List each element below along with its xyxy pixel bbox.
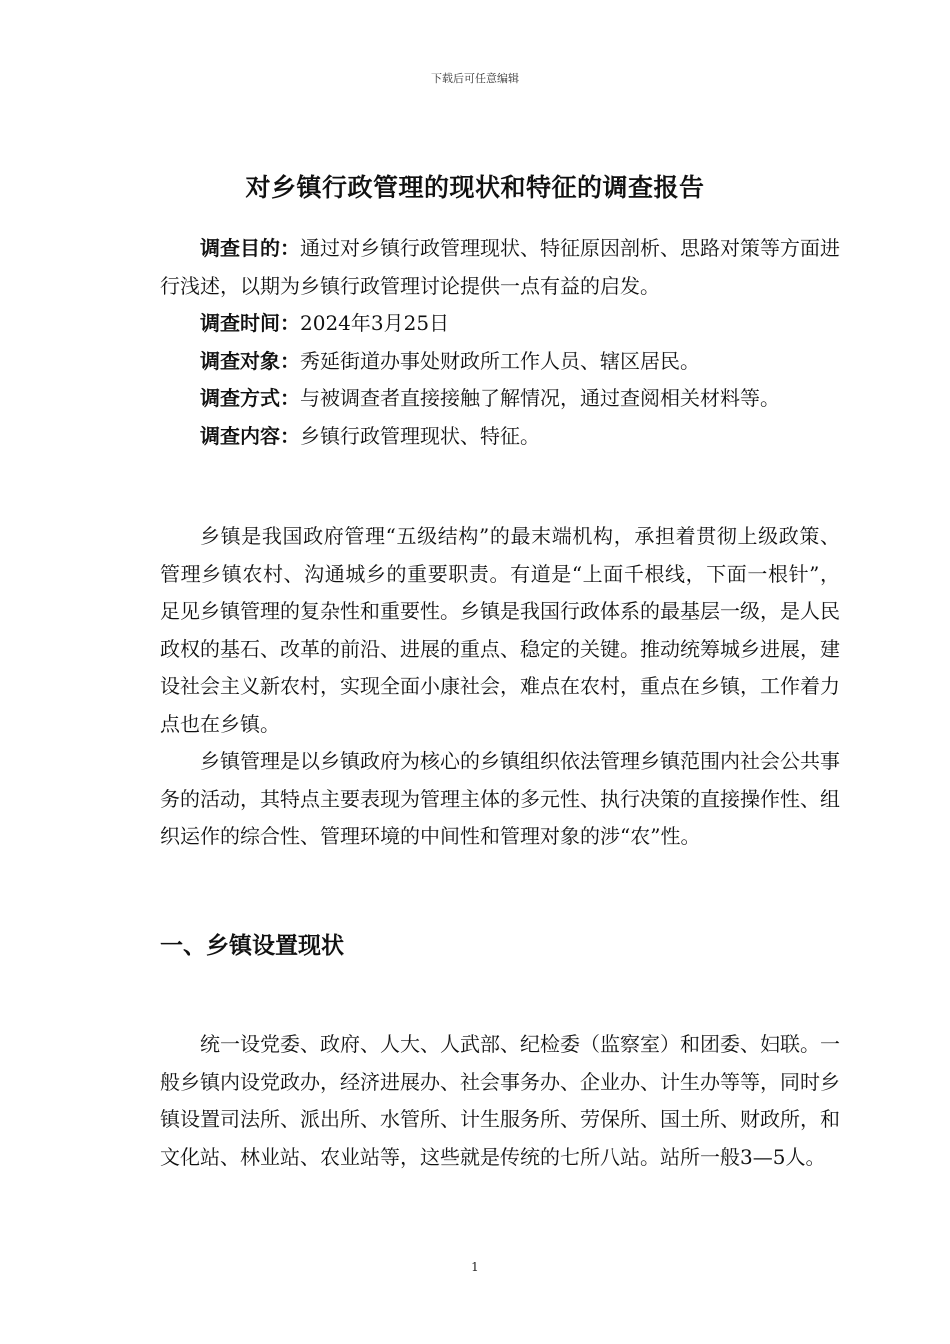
meta-time: [160, 305, 840, 343]
survey-meta: [160, 230, 840, 455]
section-1-body: [160, 1026, 840, 1176]
meta-purpose: [160, 230, 840, 305]
meta-content-value: 乡镇行政管理现状、特征。: [300, 423, 540, 448]
meta-purpose-value: 通过对乡镇行政管理现状、特征原因剖析、思路对策等方面进行浅述，以期为乡镇行政管理讨论提供一点有益的启发。: [160, 236, 840, 298]
meta-subjects: [160, 343, 840, 381]
meta-method-key: 调查方式：: [200, 386, 300, 410]
intro-paragraph-1: 乡镇是我国政府管理“五级结构”的最末端机构，承担着贯彻上级政策、管理乡镇农村、沟通城乡的重要职责。有道是“上面千根线，下面一根针”，足见乡镇管理的复杂性和重要性。乡镇是我国行政体系的最基层一级，是人民政权的基石、改革的前沿、进展的重点、稳定的关键。推动统筹城乡进展，建设社会主义新农村，实现全面小康社会，难点在农村，重点在乡镇，工作着力点也在乡镇。: [160, 524, 840, 736]
meta-method-value: 与被调查者直接接触了解情况，通过查阅相关材料等。: [300, 386, 780, 410]
meta-time-key: 调查时间：: [200, 311, 300, 335]
intro-section: [160, 518, 840, 856]
page-header-note: 下载后可任意编辑: [431, 72, 519, 85]
meta-purpose-key: 调查目的：: [200, 236, 300, 260]
meta-method: [160, 380, 840, 418]
intro-paragraph-2: 乡镇管理是以乡镇政府为核心的乡镇组织依法管理乡镇范围内社会公共事务的活动，其特点主要表现为管理主体的多元性、执行决策的直接操作性、组织运作的综合性、管理环境的中间性和管理对象的涉“农”性。: [160, 749, 840, 848]
section-1-paragraph-1: 统一设党委、政府、人大、人武部、纪检委（监察室）和团委、妇联。一般乡镇内设党政办，经济进展办、社会事务办、企业办、计生办等等，同时乡镇设置司法所、派出所、水管所、计生服务所、劳保所、国土所、财政所，和文化站、林业站、农业站等，这些就是传统的七所八站。站所一般3—5人。: [160, 1032, 840, 1169]
meta-content: [160, 418, 840, 456]
section-heading-1: 一、乡镇设置现状: [160, 933, 344, 959]
meta-subjects-value: 秀延街道办事处财政所工作人员、辖区居民。: [300, 348, 700, 373]
meta-subjects-key: 调查对象：: [200, 348, 300, 373]
document-title: 对乡镇行政管理的现状和特征的调查报告: [245, 173, 705, 202]
meta-content-key: 调查内容：: [200, 423, 300, 448]
meta-time-value: 2024年3月25日: [300, 311, 450, 335]
page-number: 1: [471, 1260, 479, 1274]
